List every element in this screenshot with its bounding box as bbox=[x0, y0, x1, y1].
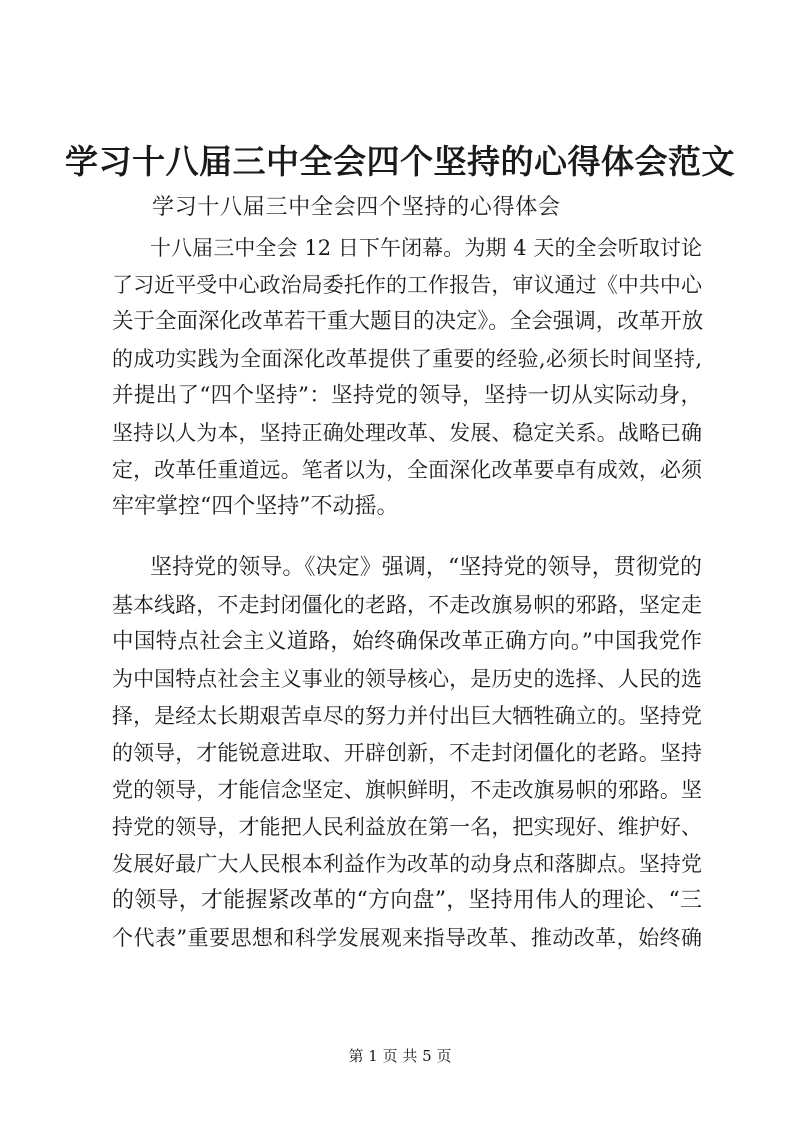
paragraph-1-line: 了习近平受中心政治局委托作的工作报告，审议通过《中共中心 bbox=[112, 273, 702, 297]
paragraph-2-line: 个代表”重要思想和科学发展观来指导改革、推动改革，始终确 bbox=[112, 926, 702, 950]
paragraph-2-line: 发展好最广大人民根本利益作为改革的动身点和落脚点。坚持党 bbox=[112, 852, 702, 876]
paragraph-2-line: 择，是经太长期艰苦卓尽的努力并付出巨大牺牲确立的。坚持党 bbox=[112, 704, 702, 728]
paragraph-1-line: 关于全面深化改革若干重大题目的决定》。全会强调，改革开放 bbox=[112, 309, 704, 334]
paragraph-2-line: 基本线路，不走封闭僵化的老路，不走改旗易帜的邪路，坚定走 bbox=[112, 593, 702, 617]
paragraph-1-line: 的成功实践为全面深化改革提供了重要的经验,必须长时间坚持, bbox=[112, 347, 702, 371]
paragraph-2-line: 持党的领导，才能把人民利益放在第一名，把实现好、维护好、 bbox=[112, 815, 702, 839]
paragraph-2-line: 党的领导，才能信念坚定、旗帜鲜明，不走改旗易帜的邪路。坚 bbox=[112, 778, 702, 802]
paragraph-2-line: 的领导，才能锐意进取、开辟创新，不走封闭僵化的老路。坚持 bbox=[112, 741, 702, 765]
paragraph-1-line: 定，改革任重道远。笔者以为，全面深化改革要卓有成效，必须 bbox=[112, 458, 702, 482]
paragraph-1-line: 牢牢掌控“四个坚持”不动摇。 bbox=[112, 494, 399, 519]
paragraph-2-line: 的领导，才能握紧改革的“方向盘”，坚持用伟人的理论、“三 bbox=[112, 888, 702, 913]
paragraph-1-line: 十八届三中全会 12 日下午闭幕。为期 4 天的全会听取讨论 bbox=[150, 236, 702, 260]
paragraph-1-line: 坚持以人为本，坚持正确处理改革、发展、稳定关系。战略已确 bbox=[112, 421, 702, 445]
paragraph-2-line: 为中国特点社会主义事业的领导核心，是历史的选择、人民的选 bbox=[112, 667, 702, 691]
paragraph-1-line: 并提出了“四个坚持”：坚持党的领导，坚持一切从实际动身， bbox=[112, 383, 702, 408]
paragraph-2-line: 坚持党的领导。《决定》强调，“坚持党的领导，贯彻党的 bbox=[150, 555, 702, 580]
document-subtitle: 学习十八届三中全会四个坚持的心得体会 bbox=[152, 195, 561, 220]
document-title: 学习十八届三中全会四个坚持的心得体会范文 bbox=[65, 142, 735, 181]
paragraph-2-line: 中国特点社会主义道路，始终确保改革正确方向。”中国我党作 bbox=[112, 629, 702, 654]
page-footer: 第 1 页 共 5 页 bbox=[348, 1047, 452, 1065]
